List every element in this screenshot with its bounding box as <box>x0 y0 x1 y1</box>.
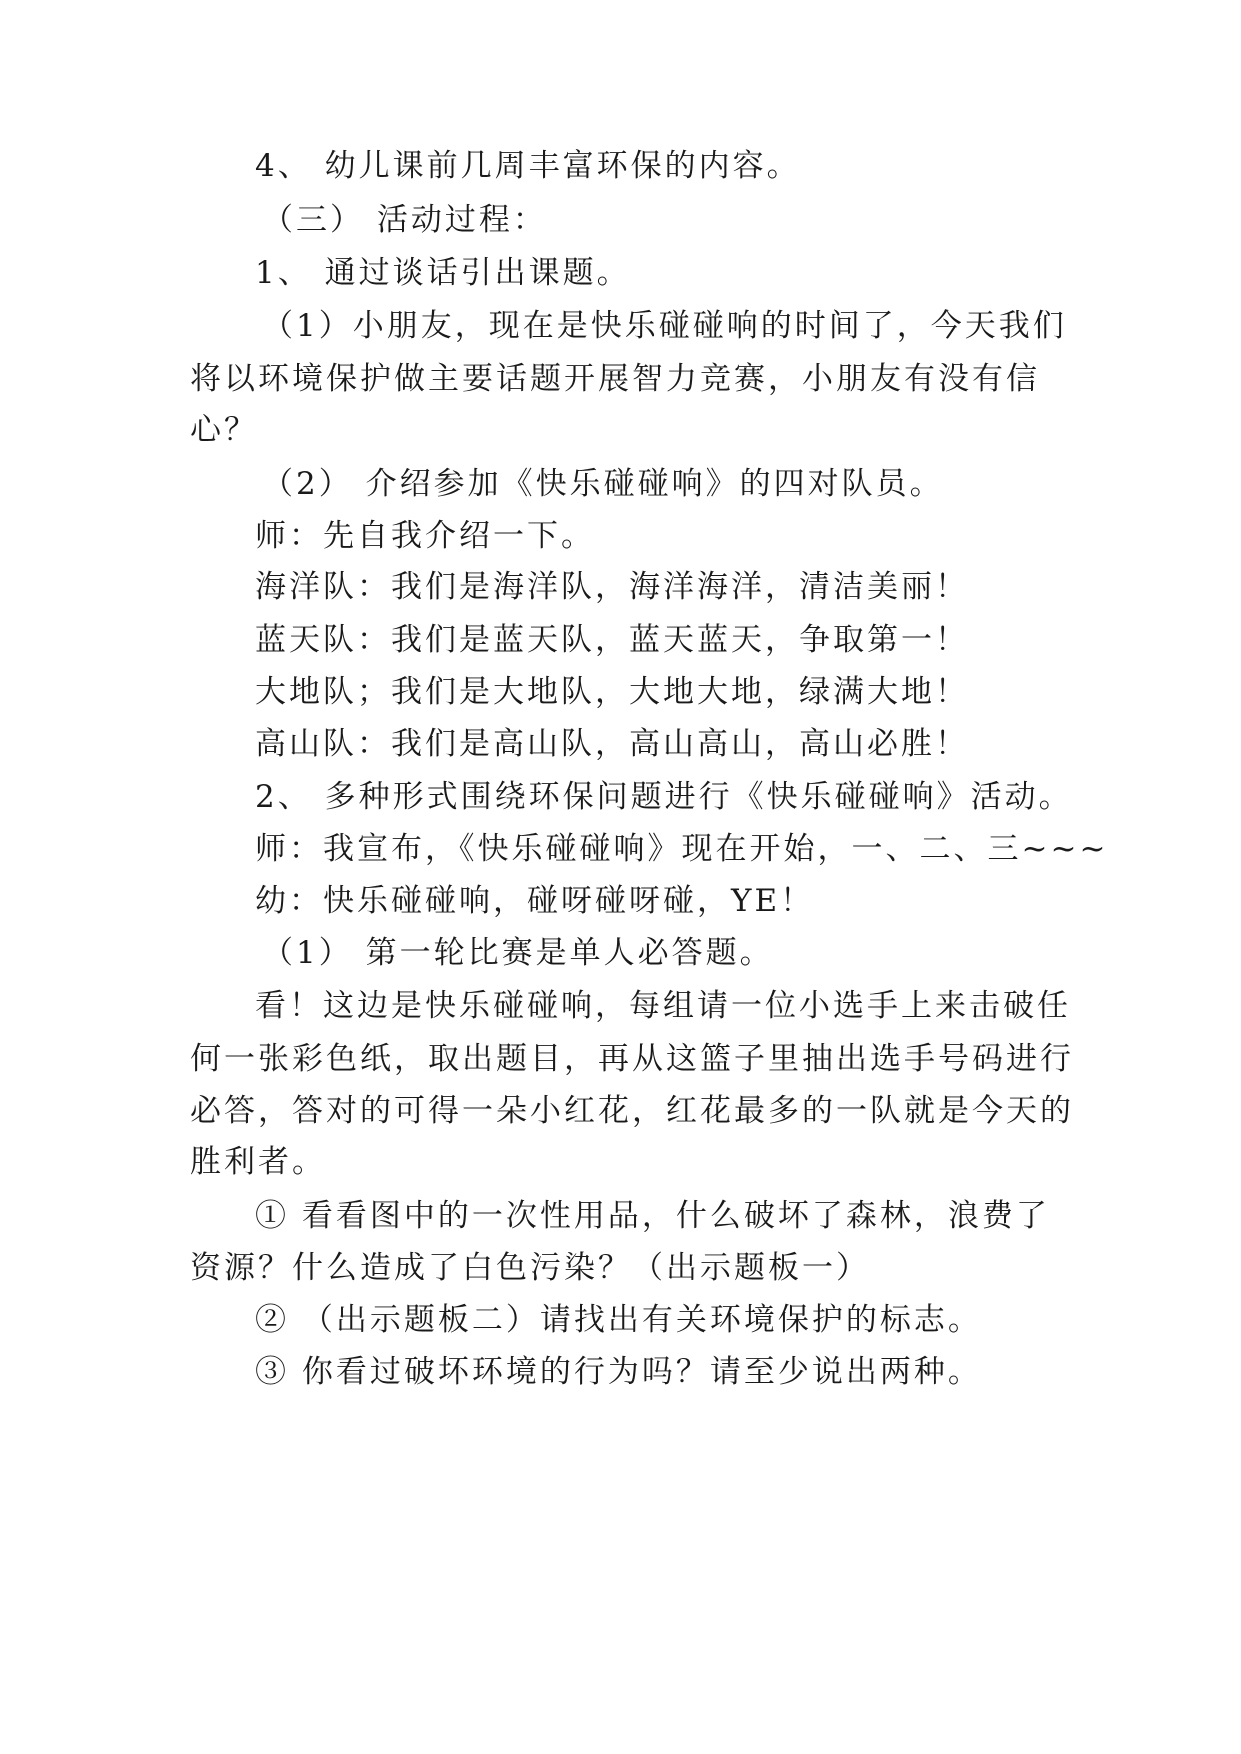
text-line: ② （出示题板二）请找出有关环境保护的标志。 <box>255 1302 982 1338</box>
text-line: ③ 你看过破坏环境的行为吗？请至少说出两种。 <box>255 1354 982 1390</box>
text-line: （2） 介绍参加《快乐碰碰响》的四对队员。 <box>262 466 944 502</box>
text-line: 幼：快乐碰碰响，碰呀碰呀碰，YE！ <box>255 883 815 919</box>
text-line: 师：先自我介绍一下。 <box>255 518 595 554</box>
text-line: 大地队；我们是大地队，大地大地，绿满大地！ <box>255 674 969 710</box>
text-line: 4、 幼儿课前几周丰富环保的内容。 <box>255 148 801 184</box>
text-line: 2、 多种形式围绕环保问题进行《快乐碰碰响》活动。 <box>255 779 1073 815</box>
section-heading: （三） 活动过程： <box>262 202 547 238</box>
paragraph-line: （1）小朋友，现在是快乐碰碰响的时间了，今天我们 <box>262 308 1067 344</box>
text-line: 师：我宣布，《快乐碰碰响》现在开始，一、二、三~~~ <box>255 831 1109 867</box>
paragraph-line: 必答，答对的可得一朵小红花，红花最多的一队就是今天的 <box>190 1093 1074 1129</box>
text-line: 蓝天队：我们是蓝天队，蓝天蓝天，争取第一！ <box>255 622 969 658</box>
paragraph-line: ① 看看图中的一次性用品，什么破坏了森林，浪费了 <box>255 1198 1050 1234</box>
paragraph-line: 心？ <box>190 412 258 448</box>
paragraph-line: 资源？什么造成了白色污染？（出示题板一） <box>190 1250 870 1286</box>
paragraph-line: 将以环境保护做主要话题开展智力竞赛，小朋友有没有信 <box>190 361 1040 397</box>
paragraph-line: 看！这边是快乐碰碰响，每组请一位小选手上来击破任 <box>255 988 1071 1024</box>
paragraph-line: 何一张彩色纸，取出题目，再从这篮子里抽出选手号码进行 <box>190 1041 1074 1077</box>
text-line: 海洋队：我们是海洋队，海洋海洋，清洁美丽！ <box>255 569 969 605</box>
text-line: （1） 第一轮比赛是单人必答题。 <box>262 935 774 971</box>
paragraph-line: 胜利者。 <box>190 1144 326 1180</box>
text-line: 高山队：我们是高山队，高山高山，高山必胜！ <box>255 726 969 762</box>
text-line: 1、 通过谈话引出课题。 <box>255 255 631 291</box>
